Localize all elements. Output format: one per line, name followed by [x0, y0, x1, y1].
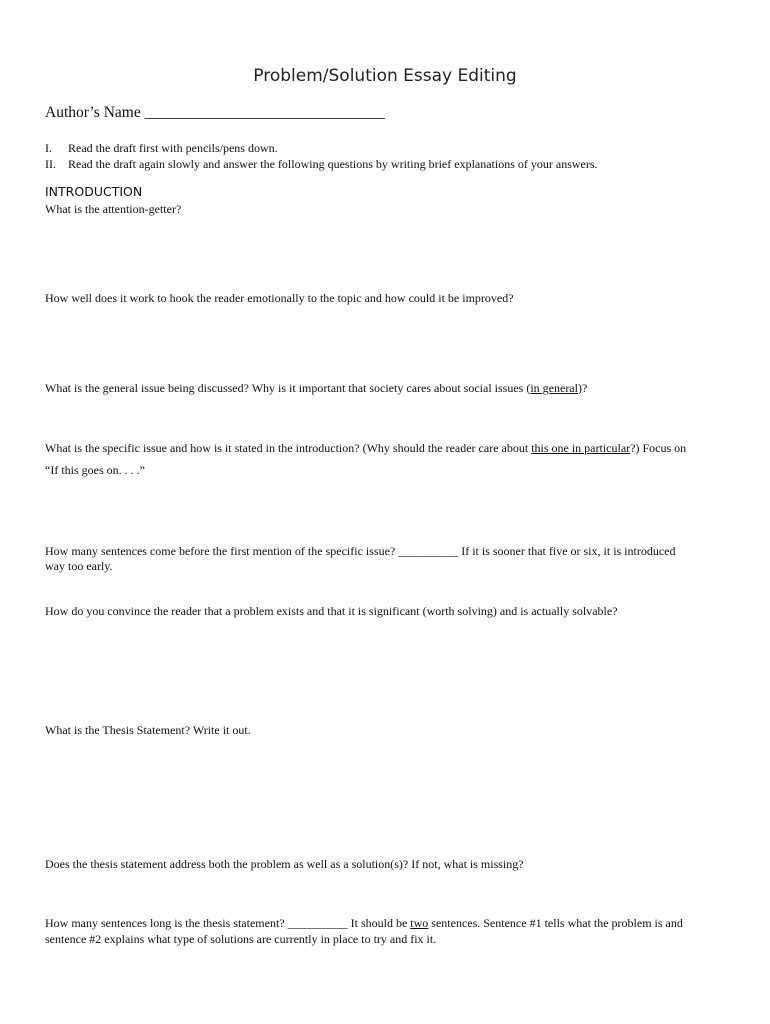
question-attention-getter: What is the attention-getter? — [45, 202, 182, 216]
question-text: How many sentences long is the thesis statement? __________ It should be — [45, 916, 411, 930]
instruction-number: II. — [45, 157, 56, 171]
question-text: )? — [577, 381, 588, 395]
question-text: ?) Focus on — [630, 441, 687, 455]
author-name-label: Author’s Name — [45, 104, 145, 121]
question-thesis-length-line2: sentence #2 explains what type of solutions are currently in place to try and fix it. — [45, 932, 437, 946]
underlined-phrase: two — [410, 916, 429, 930]
question-text: sentences. Sentence #1 tells what the problem is and — [428, 916, 683, 930]
author-name-blank: _______________________________ — [144, 104, 385, 121]
underlined-phrase: this one in particular — [531, 441, 631, 455]
question-sentence-count: How many sentences come before the first mention of the specific issue? __________ If it is sooner that five or six, it is introduced — [45, 544, 676, 558]
underlined-phrase: in general — [530, 381, 578, 395]
question-thesis-statement: What is the Thesis Statement? Write it out. — [45, 723, 251, 737]
instruction-text: Read the draft again slowly and answer the following questions by writing brief explanations of your answers. — [68, 157, 598, 171]
question-convince-reader: How do you convince the reader that a problem exists and that it is significant (worth solving) and is actually solvable? — [45, 604, 618, 618]
author-name-line — [45, 104, 385, 122]
page-title: Problem/Solution Essay Editing — [253, 66, 517, 86]
instruction-number: I. — [45, 141, 52, 155]
question-specific-issue — [45, 441, 686, 456]
question-specific-issue-line2: “If this goes on. . . .” — [45, 463, 145, 477]
question-text: What is the general issue being discussed? Why is it important that society cares about social issues ( — [45, 381, 531, 395]
question-sentence-count-line2: way too early. — [45, 559, 113, 573]
instruction-text: Read the draft first with pencils/pens down. — [68, 141, 278, 155]
question-text: What is the specific issue and how is it stated in the introduction? (Why should the reader care about — [45, 441, 532, 455]
question-thesis-length — [45, 916, 683, 931]
question-thesis-address: Does the thesis statement address both the problem as well as a solution(s)? If not, what is missing? — [45, 857, 524, 871]
question-general-issue — [45, 381, 587, 396]
section-heading-introduction: INTRODUCTION — [45, 184, 143, 199]
question-hook-reader: How well does it work to hook the reader emotionally to the topic and how could it be improved? — [45, 291, 514, 305]
